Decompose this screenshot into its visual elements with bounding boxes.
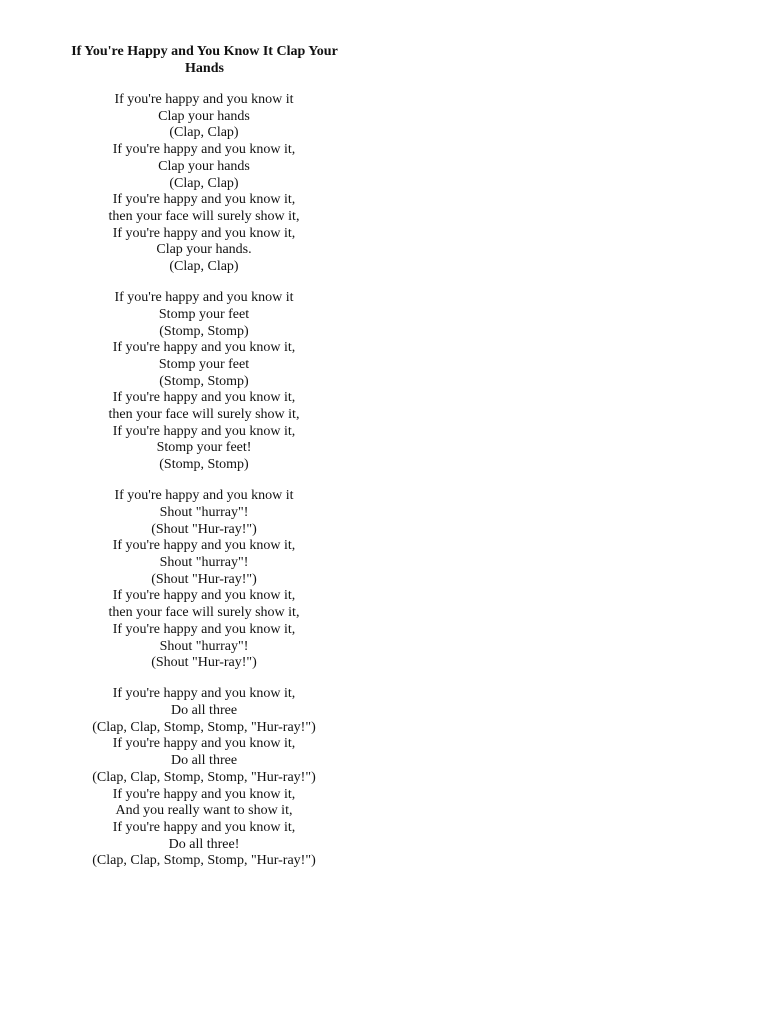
stanza — [54, 488, 354, 672]
lyric-line: (Stomp, Stomp) — [159, 323, 249, 339]
lyric-line: If you're happy and you know it, — [112, 736, 296, 752]
lyric-line: then your face will surely show it, — [108, 407, 300, 423]
lyric-line: Clap your hands. — [156, 242, 252, 258]
lyric-line: then your face will surely show it, — [108, 208, 300, 224]
lyric-line: (Shout "Hur-ray!") — [151, 521, 257, 537]
lyrics-body — [54, 92, 354, 885]
lyric-line: (Clap, Clap, Stomp, Stomp, "Hur-ray!") — [92, 769, 316, 785]
lyric-line: Do all three! — [168, 836, 240, 852]
lyric-line: If you're happy and you know it, — [112, 786, 296, 802]
song-title: If You're Happy and You Know It Clap Your Hands — [71, 44, 338, 76]
lyric-line: If you're happy and you know it, — [112, 588, 296, 604]
lyric-line: Shout "hurray"! — [159, 555, 249, 571]
lyric-line: (Shout "Hur-ray!") — [151, 655, 257, 671]
stanza — [54, 290, 354, 474]
lyric-line: If you're happy and you know it, — [112, 538, 296, 554]
lyric-line: If you're happy and you know it, — [112, 820, 296, 835]
lyric-line: If you're happy and you know it, — [112, 340, 296, 356]
lyric-line: If you're happy and you know it, — [112, 142, 296, 158]
lyric-line: Stomp your feet — [158, 356, 250, 372]
lyric-line: Shout "hurray"! — [159, 504, 249, 520]
lyric-line: (Stomp, Stomp) — [159, 373, 249, 389]
lyric-line: If you're happy and you know it, — [112, 390, 296, 406]
lyric-line: Do all three — [170, 703, 238, 719]
lyric-line: Clap your hands — [158, 108, 250, 124]
lyric-line: If you're happy and you know it, — [112, 686, 296, 702]
stanza — [54, 92, 354, 276]
lyric-line: then your face will surely show it, — [108, 605, 300, 621]
stanza — [54, 686, 354, 870]
lyric-line: Clap your hands — [158, 158, 250, 174]
lyric-line: (Stomp, Stomp) — [159, 457, 249, 473]
lyric-line: If you're happy and you know it, — [112, 621, 296, 637]
lyric-line: Stomp your feet! — [156, 440, 252, 456]
lyric-line: If you're happy and you know it — [114, 290, 294, 306]
lyric-line: If you're happy and you know it, — [112, 225, 296, 241]
lyric-line: Shout "hurray"! — [159, 638, 249, 654]
lyric-line: If you're happy and you know it, — [112, 423, 296, 439]
lyric-line: If you're happy and you know it — [114, 92, 294, 107]
lyric-line: (Clap, Clap, Stomp, Stomp, "Hur-ray!") — [92, 853, 316, 869]
lyric-line: (Clap, Clap) — [169, 125, 239, 141]
lyric-line: Do all three — [170, 753, 238, 769]
lyric-line: Stomp your feet — [158, 306, 250, 322]
lyric-line: (Shout "Hur-ray!") — [151, 571, 257, 587]
lyric-line: And you really want to show it, — [115, 803, 293, 819]
lyric-line: (Clap, Clap) — [169, 259, 239, 275]
lyric-line: (Clap, Clap) — [169, 175, 239, 191]
lyric-line: If you're happy and you know it — [114, 488, 294, 504]
lyric-line: (Clap, Clap, Stomp, Stomp, "Hur-ray!") — [92, 719, 316, 735]
lyric-line: If you're happy and you know it, — [112, 192, 296, 208]
